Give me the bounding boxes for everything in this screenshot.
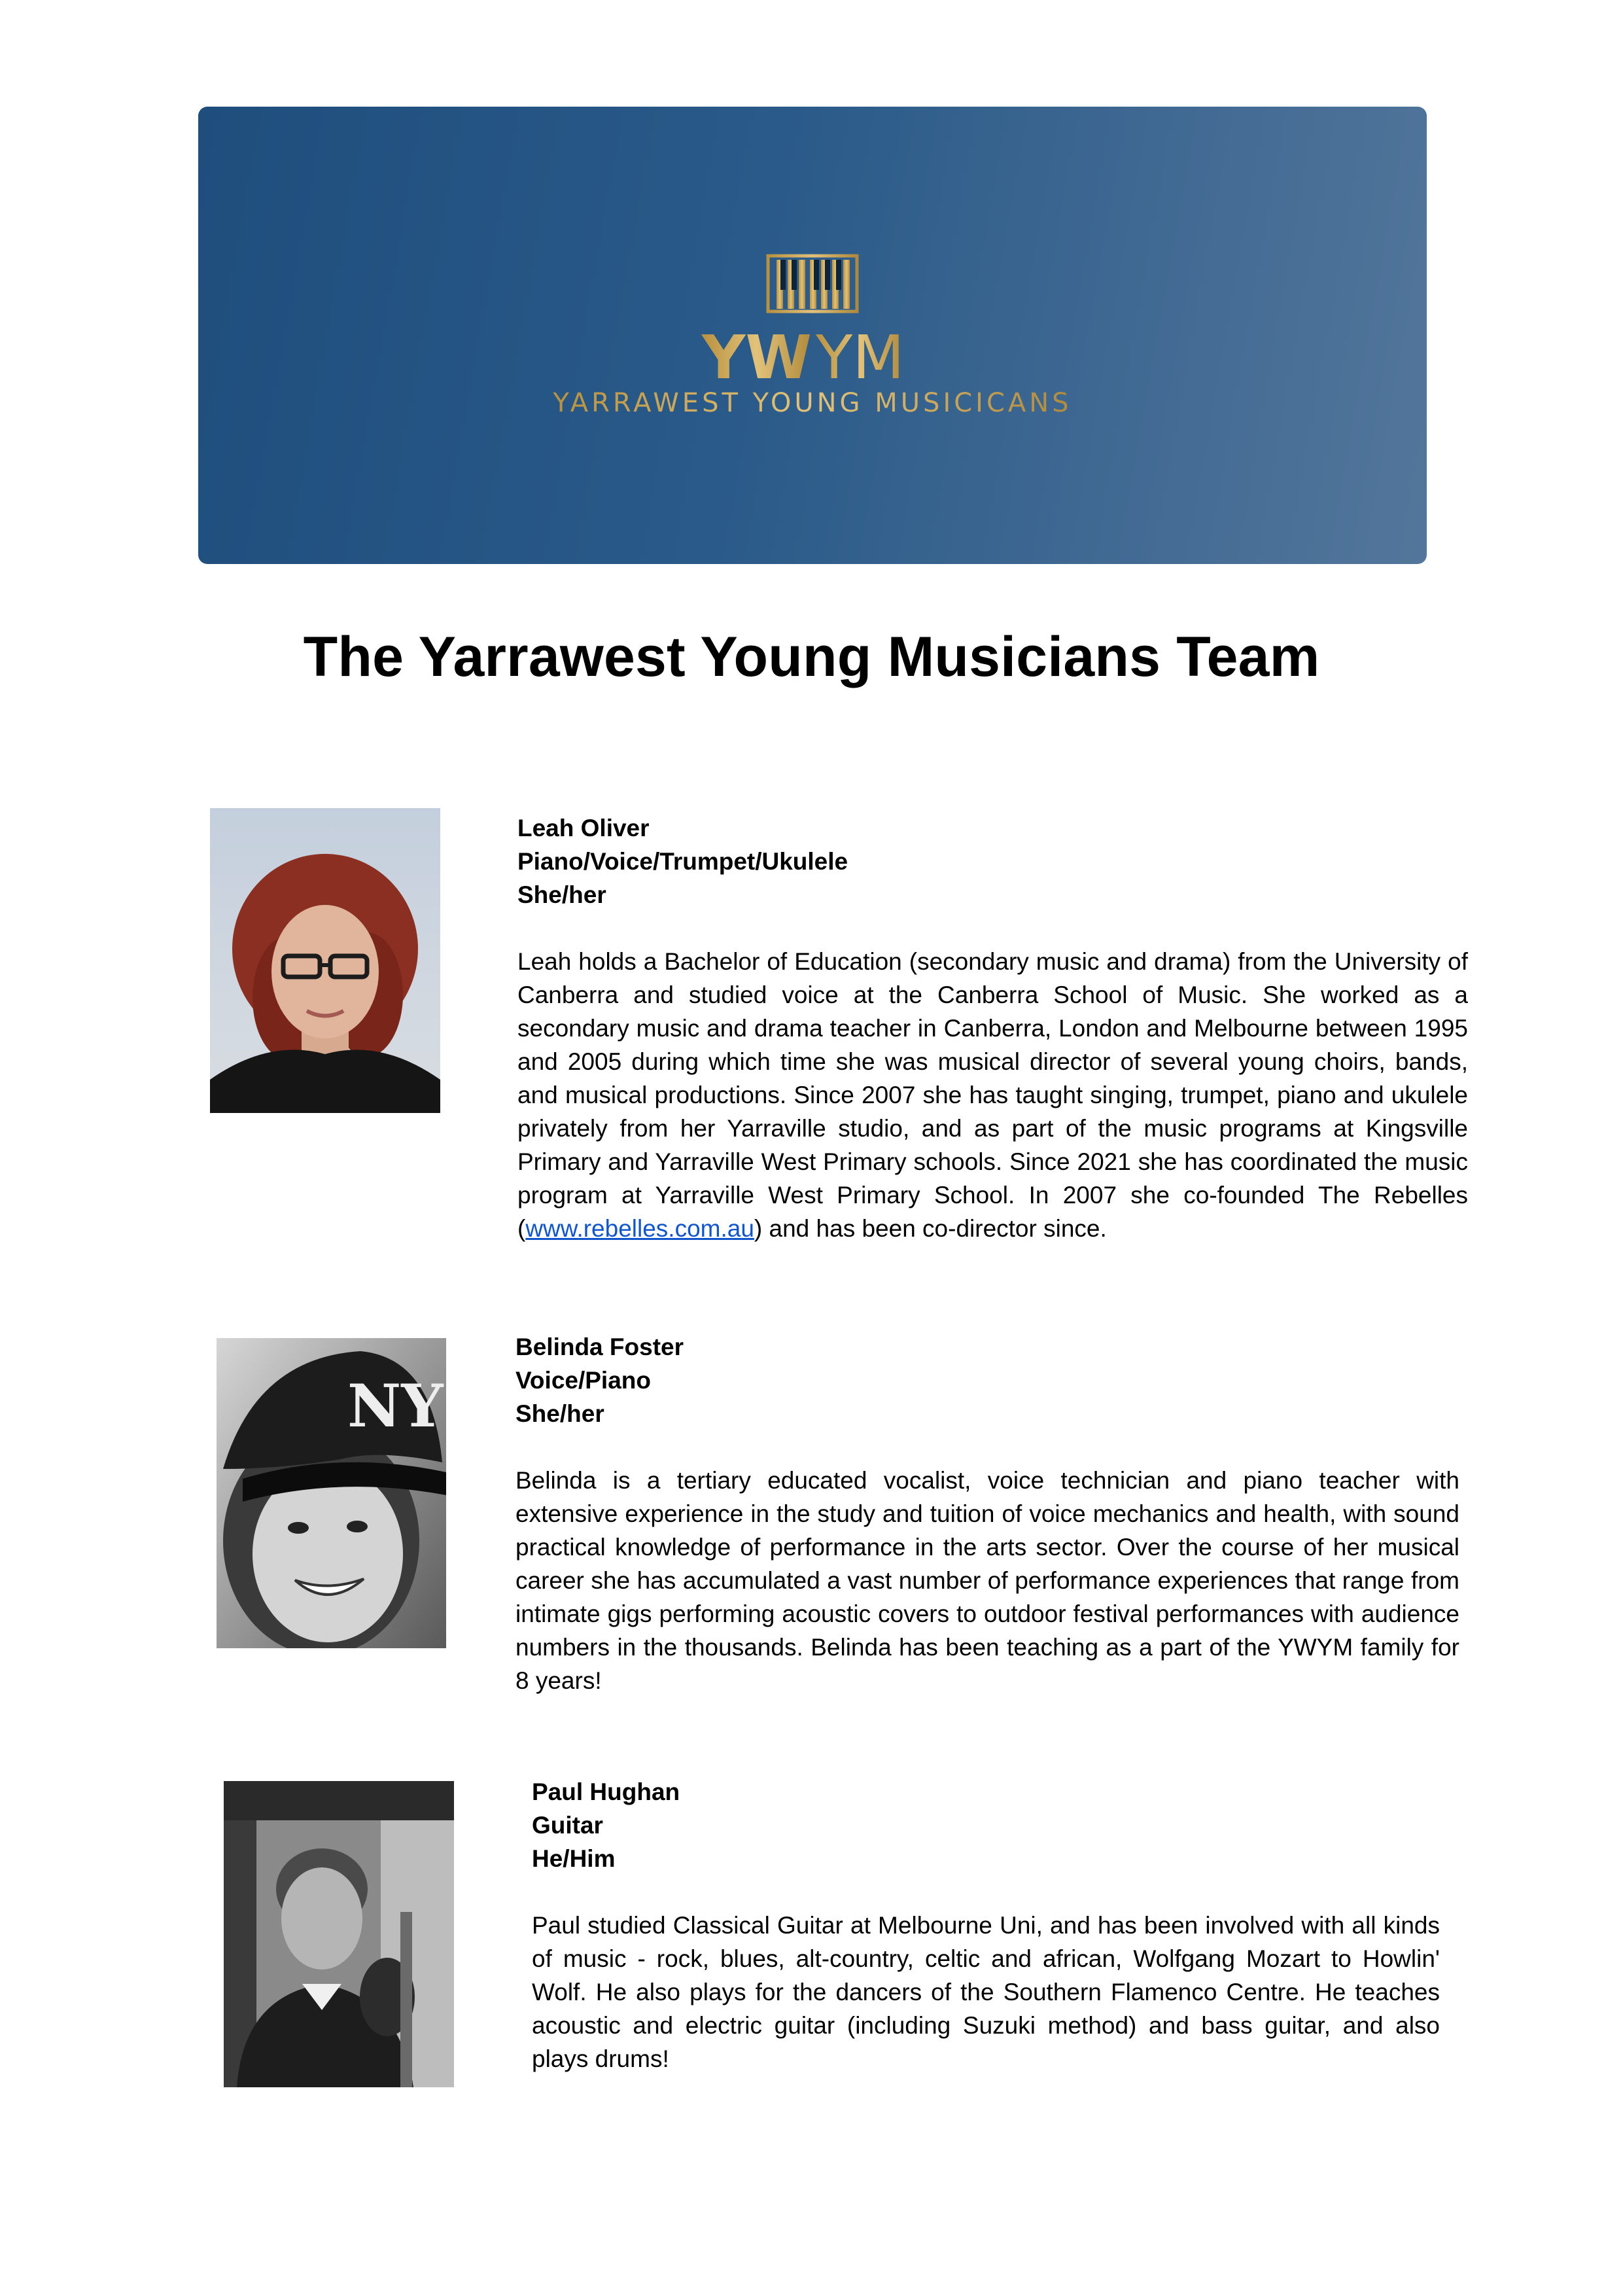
- member-pronouns: She/her: [517, 881, 606, 908]
- rebelles-link[interactable]: www.rebelles.com.au: [525, 1215, 754, 1242]
- piano-keys-icon: [768, 256, 857, 311]
- member-name: Leah Oliver: [517, 815, 650, 841]
- member-bio: Paul studied Classical Guitar at Melbourne Uni, and has been involved with all kinds of music - rock, blues, alt-country, celtic and african, Wolfgang Mozart to Howlin' Wolf. He also plays for the dancers of the Southern Flamenco Centre. He teaches acoustic and electric guitar (including Suzuki method) and bass guitar, and also plays drums!: [532, 1912, 1440, 2072]
- logo-initials-bold: YW: [701, 323, 812, 393]
- member-pronouns: She/her: [515, 1400, 604, 1427]
- member-pronouns: He/Him: [532, 1845, 616, 1872]
- member-bio: Leah holds a Bachelor of Education (secondary music and drama) from the University of Canberra and studied voice at the Canberra School of Music. She worked as a secondary music and drama teacher in Canberra, London and Melbourne between 1995 and 2005 during which time she was musical director of several young choirs, bands, and musical productions. Since 2007 she has taught singing, trumpet, piano and ukulele privately from her Yarraville studio, and as part of the music programs at Kingsville Primary and Yarraville West Primary schools. Since 2021 she has coordinated the music program at Yarraville West Primary School. In 2007 she co-founded The Rebelles (www.rebelles.com.au) and has been co-director since.: [517, 948, 1468, 1242]
- logo-initials-light: YM: [816, 323, 905, 393]
- member-instruments: Voice/Piano: [515, 1367, 651, 1394]
- page-title: The Yarrawest Young Musicians Team: [303, 626, 1320, 688]
- member-leah: [517, 811, 1468, 1245]
- logo-tagline: YARRAWEST YOUNG MUSICICANS: [553, 388, 1072, 418]
- member-photo-paul: [224, 1781, 454, 2087]
- member-name: Paul Hughan: [532, 1778, 680, 1805]
- member-belinda: [515, 1330, 1459, 1697]
- member-photo-belinda: [217, 1338, 446, 1648]
- member-name: Belinda Foster: [515, 1333, 684, 1360]
- svg-text:NY: NY: [347, 1371, 444, 1441]
- member-paul: [532, 1775, 1440, 2075]
- member-bio: Belinda is a tertiary educated vocalist, voice technician and piano teacher with extensive experience in the study and tuition of voice mechanics and health, with sound practical knowledge of performance in the arts sector. Over the course of her musical career she has accumulated a vast number of performance experiences that range from intimate gigs performing acoustic covers to outdoor festival performances with audience numbers in the thousands. Belinda has been teaching as a part of the YWYM family for 8 years!: [515, 1467, 1459, 1694]
- member-instruments: Piano/Voice/Trumpet/Ukulele: [517, 848, 848, 875]
- header-banner: [198, 107, 1427, 564]
- ywym-logo: [198, 107, 1427, 564]
- member-photo-leah: [210, 808, 440, 1113]
- member-instruments: Guitar: [532, 1812, 603, 1839]
